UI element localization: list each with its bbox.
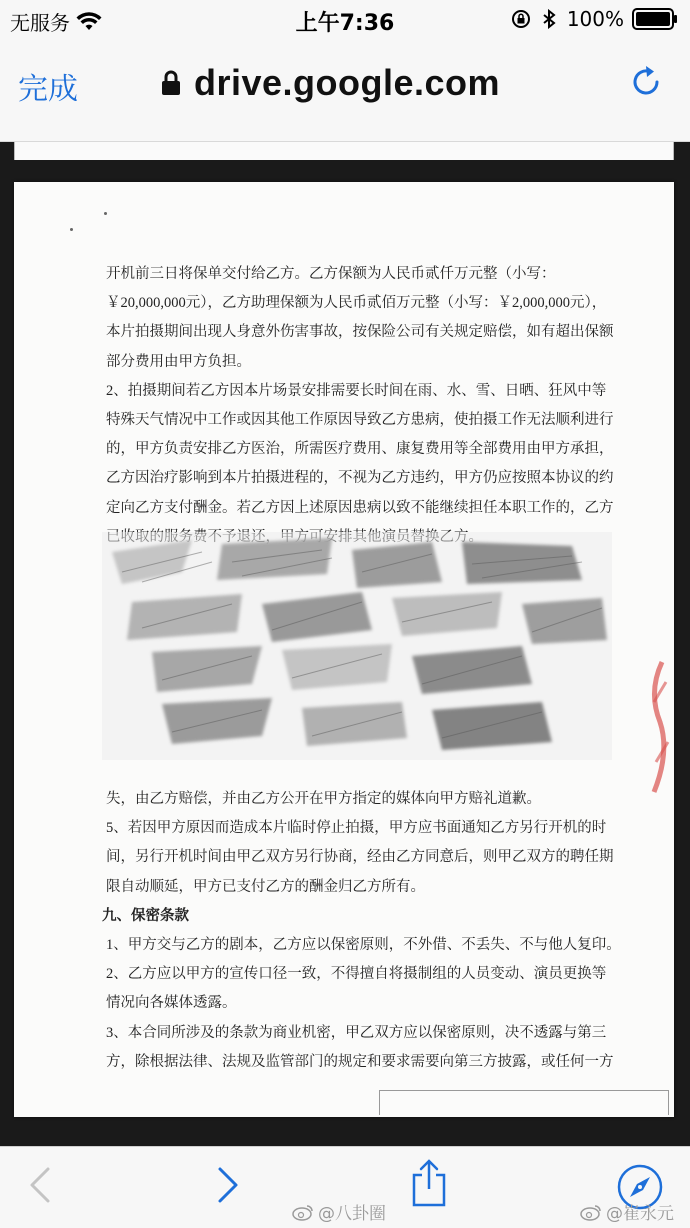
text-line: 定向乙方支付酬金。若乙方因上述原因患病以致不能继续担任本职工作的，乙方 [106,499,614,516]
status-bar [0,0,690,38]
previous-page-edge [14,142,674,160]
text-line: 5、若因甲方原因而造成本片临时停止拍摄，甲方应书面通知乙方另行开机的时 [106,820,607,837]
watermark-1 [292,1199,386,1224]
browser-toolbar [0,1146,690,1228]
weibo-icon [292,1203,314,1221]
reload-icon[interactable] [626,62,666,102]
text-line: 部分费用由甲方负担。 [106,353,251,370]
text-line: 乙方因治疗影响到本片拍摄进程的，不视为乙方违约，甲方仍应按照本协议的约 [106,470,614,487]
browser-nav-bar [0,38,690,142]
orientation-lock-icon [511,9,531,29]
clock: 上午7:36 [295,11,395,36]
watermark-2 [580,1199,674,1224]
back-arrow-icon[interactable] [26,1165,54,1205]
section-heading: 九、保密条款 [102,907,189,924]
status-right [511,7,678,31]
done-button[interactable]: 完成 [18,72,78,107]
share-icon[interactable] [410,1159,448,1207]
document-page [14,182,674,1117]
battery-percent: 100% [566,7,624,31]
text-line: ￥20,000,000元），乙方助理保额为人民币贰佰万元整（小写：￥2,000,000元）， [106,295,607,312]
text-line: 的，甲方负责安排乙方医治，所需医疗费用、康复费用等全部费用由甲方承担， [106,441,614,458]
text-line: 情况向各媒体透露。 [106,995,237,1012]
scan-speck [70,228,73,231]
url-text: drive.google.com [194,62,501,103]
battery-icon [632,8,678,30]
watermark-text: @崔永元 [606,1204,674,1224]
watermark-text: @八卦圈 [318,1204,386,1224]
redaction-scribble [102,532,612,760]
text-line: 方，除根据法律、法规及监管部门的规定和要求需要向第三方披露，或任何一方 [106,1053,614,1070]
text-line: 失，由乙方赔偿，并由乙方公开在甲方指定的媒体向甲方赔礼道歉。 [106,791,541,808]
text-line: 特殊天气情况中工作或因其他工作原因导致乙方患病，使拍摄工作无法顺利进行 [106,412,614,429]
text-line: 2、拍摄期间若乙方因本片场景安排需要长时间在雨、水、雪、日晒、狂风中等 [106,382,607,399]
address-bar[interactable] [160,62,500,104]
forward-arrow-icon[interactable] [214,1165,242,1205]
carrier-label: 无服务 [10,11,70,35]
red-stamp-edge [644,652,674,802]
text-line: 限自动顺延，甲方已支付乙方的酬金归乙方所有。 [106,878,425,895]
text-line: 开机前三日将保单交付给乙方。乙方保额为人民币贰仟万元整（小写： [106,266,556,282]
text-line: 2、乙方应以甲方的宣传口径一致，不得擅自将摄制组的人员变动、演员更换等 [106,966,607,983]
text-line: 本片拍摄期间出现人身意外伤害事故，按保险公司有关规定赔偿，如有超出保额 [106,324,614,341]
bluetooth-icon [539,9,559,29]
text-line: 3、本合同所涉及的条款为商业机密，甲乙双方应以保密原则，决不透露与第三 [106,1024,607,1041]
secure-lock-icon [160,70,182,96]
scan-speck [104,212,107,215]
text-line: 1、甲方交与乙方的剧本，乙方应以保密原则，不外借、不丢失、不与他人复印。 [106,937,621,954]
text-line: 间，另行开机时间由甲乙双方另行协商，经由乙方同意后，则甲乙双方的聘任期 [106,849,614,866]
document-viewer[interactable] [0,142,690,1146]
weibo-icon [580,1203,602,1221]
page-footer-table [379,1090,669,1115]
